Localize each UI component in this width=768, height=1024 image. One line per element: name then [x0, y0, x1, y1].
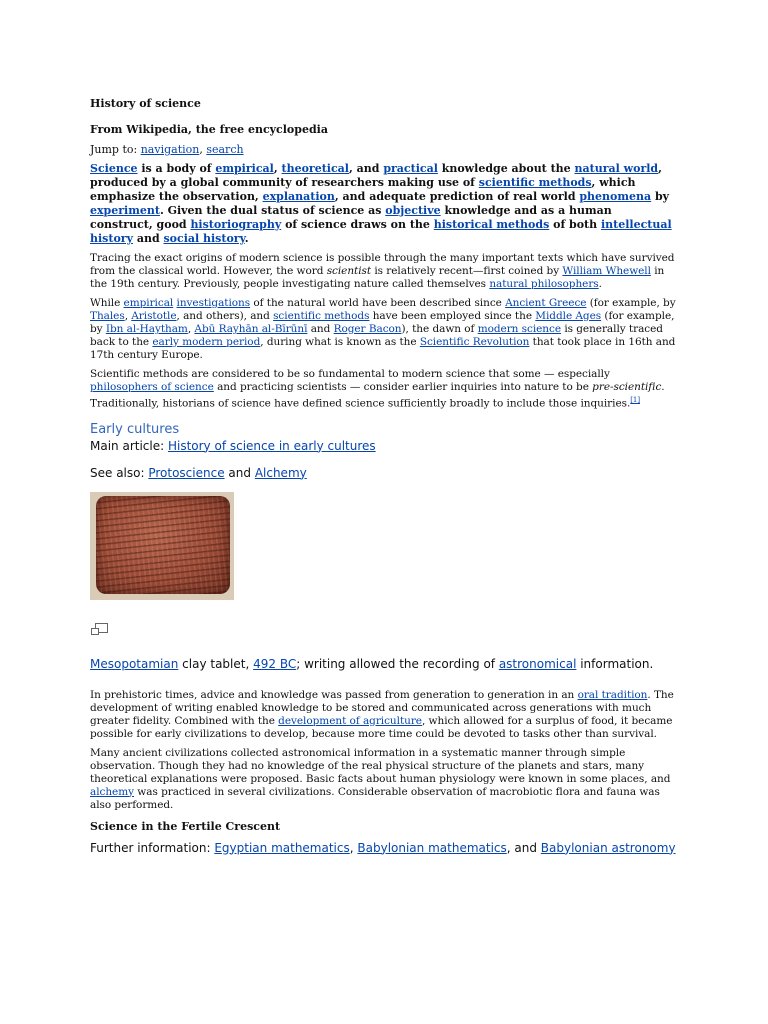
link-historical-methods[interactable]: historical methods [433, 218, 550, 231]
text: was practiced in several civilizations. Considerable observation of macrobiotic flora and fauna was also performed. [90, 785, 660, 811]
link-babylonian-mathematics[interactable]: Babylonian mathematics [357, 840, 507, 855]
text: Tracing the exact origins of modern science is possible through the many important texts which have survived from the classical world. However, the word [90, 252, 675, 277]
text: While [90, 297, 124, 309]
link-intellectual-history[interactable]: intellectual history [90, 218, 672, 245]
article-page [90, 96, 676, 857]
text: have been employed since the [369, 310, 536, 322]
link-natural-world[interactable]: natural world [574, 162, 659, 175]
paragraph-ancient-civilizations [90, 747, 676, 812]
text: . [598, 278, 602, 290]
text: of the natural world have been described since [250, 297, 506, 309]
text: , [187, 323, 195, 335]
text: , [124, 310, 132, 322]
link-alchemy[interactable]: Alchemy [254, 465, 307, 480]
paragraph-origins [90, 252, 676, 291]
text: information. [576, 656, 654, 671]
text: is a body of [137, 162, 216, 175]
text: , and adequate prediction of real world [334, 190, 580, 203]
link-al-biruni[interactable]: Abū Rayhān al-Bīrūnī [194, 323, 308, 335]
text: See also: [90, 465, 149, 480]
text: and [307, 323, 334, 335]
text: clay tablet, [178, 656, 254, 671]
text: . Traditionally, historians of science have defined science sufficiently broadly to include those inquiries. [90, 381, 665, 410]
text: knowledge about the [437, 162, 575, 175]
heading-fertile-crescent: Science in the Fertile Crescent [90, 819, 281, 833]
text: that took place in 16th and 17th century Europe. [90, 336, 676, 361]
clay-tablet-image[interactable] [90, 492, 234, 600]
text: , [349, 840, 358, 855]
paragraph-prehistoric [90, 689, 676, 741]
link-early-modern-period[interactable]: early modern period [152, 336, 261, 348]
main-article-note [90, 438, 676, 455]
text: , [273, 162, 282, 175]
text: in the 19th century. Previously, people investigating nature called themselves [90, 265, 665, 290]
text: , produced by a global community of researchers making use of [90, 162, 662, 189]
link-egyptian-mathematics[interactable]: Egyptian mathematics [214, 840, 350, 855]
link-alchemy-2[interactable]: alchemy [90, 785, 135, 798]
link-mesopotamian[interactable]: Mesopotamian [90, 656, 179, 671]
lead-paragraph [90, 162, 676, 246]
link-492-bc[interactable]: 492 BC [253, 656, 297, 671]
link-oral-tradition[interactable]: oral tradition [577, 688, 648, 701]
link-history-early-cultures[interactable]: History of science in early cultures [167, 438, 376, 453]
link-protoscience[interactable]: Protoscience [148, 465, 225, 480]
text: , and others), and [176, 310, 274, 322]
text: Many ancient civilizations collected astronomical information in a systematic manner through simple observation. Though they had no knowledge of the real physical structure of the planets and stars, many theoretical explanations were proposed. Basic facts about human physiology were known in some places, and [90, 746, 671, 785]
paragraph-empirical [90, 297, 676, 362]
text: , which emphasize the observation, [90, 176, 636, 203]
text: . Given the dual status of science as [159, 204, 386, 217]
text-italic: pre-scientific [592, 381, 662, 393]
link-philosophers-of-science[interactable]: philosophers of science [90, 381, 214, 393]
link-investigations[interactable]: investigations [176, 297, 251, 309]
text: . The development of writing enabled knowledge to be stored and communicated across generations with much greater fidelity. Combined with the [90, 688, 674, 727]
text: of science draws on the [281, 218, 434, 231]
figure-caption [90, 656, 676, 673]
text: of both [549, 218, 601, 231]
link-science[interactable]: Science [90, 162, 138, 175]
jump-label: Jump to: [90, 143, 138, 156]
text: Main article: [90, 438, 168, 453]
text-italic: scientist [326, 265, 372, 277]
link-practical[interactable]: practical [383, 162, 438, 175]
text: Further information: [90, 840, 215, 855]
link-modern-science[interactable]: modern science [477, 323, 562, 335]
text: ; writing allowed the recording of [296, 656, 499, 671]
text: and [224, 465, 255, 480]
jump-to [90, 142, 676, 158]
text: (for example, by [586, 297, 676, 309]
link-search[interactable]: search [206, 143, 244, 156]
text: by [651, 190, 670, 203]
heading-early-cultures: Early cultures [90, 421, 180, 437]
text: In prehistoric times, advice and knowledge was passed from generation to generation in an [90, 688, 578, 701]
see-also-note [90, 465, 676, 482]
link-ibn-al-haytham[interactable]: Ibn al-Haytham [105, 323, 188, 335]
text: is relatively recent—first coined by [371, 265, 563, 277]
text: and [132, 232, 164, 245]
link-experiment[interactable]: experiment [90, 204, 160, 217]
text: , and [506, 840, 541, 855]
text: , which allowed for a surplus of food, it became possible for early civilizations to develop, because more time could be devoted to tasks other than survival. [90, 714, 673, 740]
reference-1[interactable]: [1] [630, 396, 641, 404]
link-babylonian-astronomy[interactable]: Babylonian astronomy [540, 840, 676, 855]
tablet-surface [96, 496, 230, 594]
link-william-whewell[interactable]: William Whewell [562, 265, 651, 277]
link-objective[interactable]: objective [385, 204, 441, 217]
text: (for example, by [90, 310, 675, 335]
link-empirical-2[interactable]: empirical [123, 297, 174, 309]
link-empirical[interactable]: empirical [215, 162, 274, 175]
link-aristotle[interactable]: Aristotle [131, 310, 177, 322]
page-title: History of science [90, 97, 201, 110]
link-scientific-methods-2[interactable]: scientific methods [273, 310, 370, 322]
text: Scientific methods are considered to be so fundamental to modern science that some — especially [90, 368, 610, 380]
text: , and [349, 162, 384, 175]
paragraph-methods [90, 368, 676, 411]
link-theoretical[interactable]: theoretical [281, 162, 349, 175]
text: . [244, 232, 249, 245]
link-phenomena[interactable]: phenomena [579, 190, 652, 203]
link-social-history[interactable]: social history [163, 232, 245, 245]
link-scientific-revolution[interactable]: Scientific Revolution [419, 336, 530, 348]
link-thales[interactable]: Thales [90, 310, 125, 322]
link-explanation[interactable]: explanation [262, 190, 335, 203]
link-middle-ages[interactable]: Middle Ages [535, 310, 602, 322]
text: , during what is known as the [260, 336, 420, 348]
text: knowledge and as a human construct, good [90, 204, 612, 231]
link-roger-bacon[interactable]: Roger Bacon [333, 323, 402, 335]
link-astronomical[interactable]: astronomical [498, 656, 577, 671]
link-historiography[interactable]: historiography [190, 218, 282, 231]
link-ancient-greece[interactable]: Ancient Greece [505, 297, 587, 309]
further-information-note [90, 840, 676, 857]
page-subtitle: From Wikipedia, the free encyclopedia [90, 123, 328, 136]
jump-separator: , [199, 143, 207, 156]
link-scientific-methods[interactable]: scientific methods [478, 176, 592, 189]
text: and practicing scientists — consider earlier inquiries into nature to be [213, 381, 593, 393]
link-navigation[interactable]: navigation [140, 143, 200, 156]
link-natural-philosophers[interactable]: natural philosophers [489, 278, 599, 290]
enlarge-icon[interactable] [90, 622, 110, 636]
text: ), the dawn of [401, 323, 478, 335]
link-development-of-agriculture[interactable]: development of agriculture [278, 714, 422, 727]
text: is generally traced back to the [90, 323, 663, 348]
